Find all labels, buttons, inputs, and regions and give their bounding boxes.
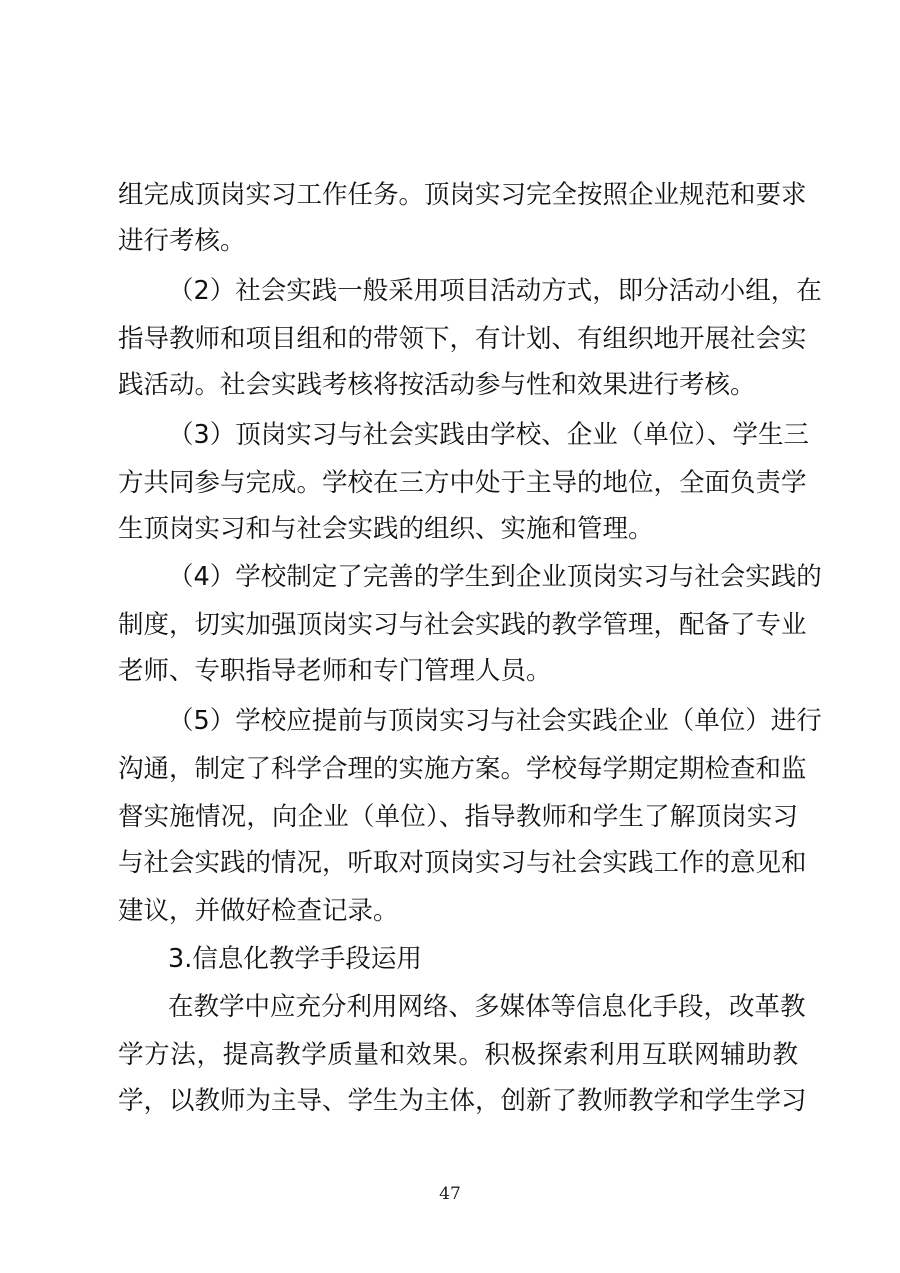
text-line: （5）学校应提前与顶岗实习与社会实践企业（单位）进行 bbox=[168, 706, 822, 736]
text-line: （4）学校制定了完善的学生到企业顶岗实习与社会实践的 bbox=[168, 562, 822, 592]
text-line: 沟通，制定了科学合理的实施方案。学校每学期定期检查和监 bbox=[118, 754, 807, 784]
text-line: 老师、专职指导老师和专门管理人员。 bbox=[118, 656, 552, 686]
text-line: 督实施情况，向企业（单位）、指导教师和学生了解顶岗实习 bbox=[118, 802, 798, 832]
text-line: 生顶岗实习和与社会实践的组织、实施和管理。 bbox=[118, 514, 654, 544]
text-line: 在教学中应充分利用网络、多媒体等信息化手段，改革教 bbox=[168, 992, 806, 1022]
page-number: 47 bbox=[439, 1184, 461, 1204]
text-line: （3）顶岗实习与社会实践由学校、企业（单位）、学生三 bbox=[168, 420, 809, 450]
text-line: 学方法，提高教学质量和效果。积极探索利用互联网辅助教 bbox=[118, 1040, 798, 1070]
text-line: 进行考核。 bbox=[118, 226, 246, 256]
section-heading: 3.信息化教学手段运用 bbox=[168, 944, 422, 974]
text-line: 方共同参与完成。学校在三方中处于主导的地位，全面负责学 bbox=[118, 468, 807, 498]
text-line: 建议，并做好检查记录。 bbox=[118, 896, 399, 926]
text-line: 制度，切实加强顶岗实习与社会实践的教学管理，配备了专业 bbox=[118, 610, 807, 640]
text-line: 践活动。社会实践考核将按活动参与性和效果进行考核。 bbox=[118, 370, 756, 400]
text-line: 组完成顶岗实习工作任务。顶岗实习完全按照企业规范和要求 bbox=[118, 180, 807, 210]
text-line: （2）社会实践一般采用项目活动方式，即分活动小组，在 bbox=[168, 276, 822, 306]
text-line: 指导教师和项目组和的带领下，有计划、有组织地开展社会实 bbox=[118, 324, 807, 354]
text-line: 学，以教师为主导、学生为主体，创新了教师教学和学生学习 bbox=[118, 1086, 807, 1116]
text-line: 与社会实践的情况，听取对顶岗实习与社会实践工作的意见和 bbox=[118, 848, 807, 878]
